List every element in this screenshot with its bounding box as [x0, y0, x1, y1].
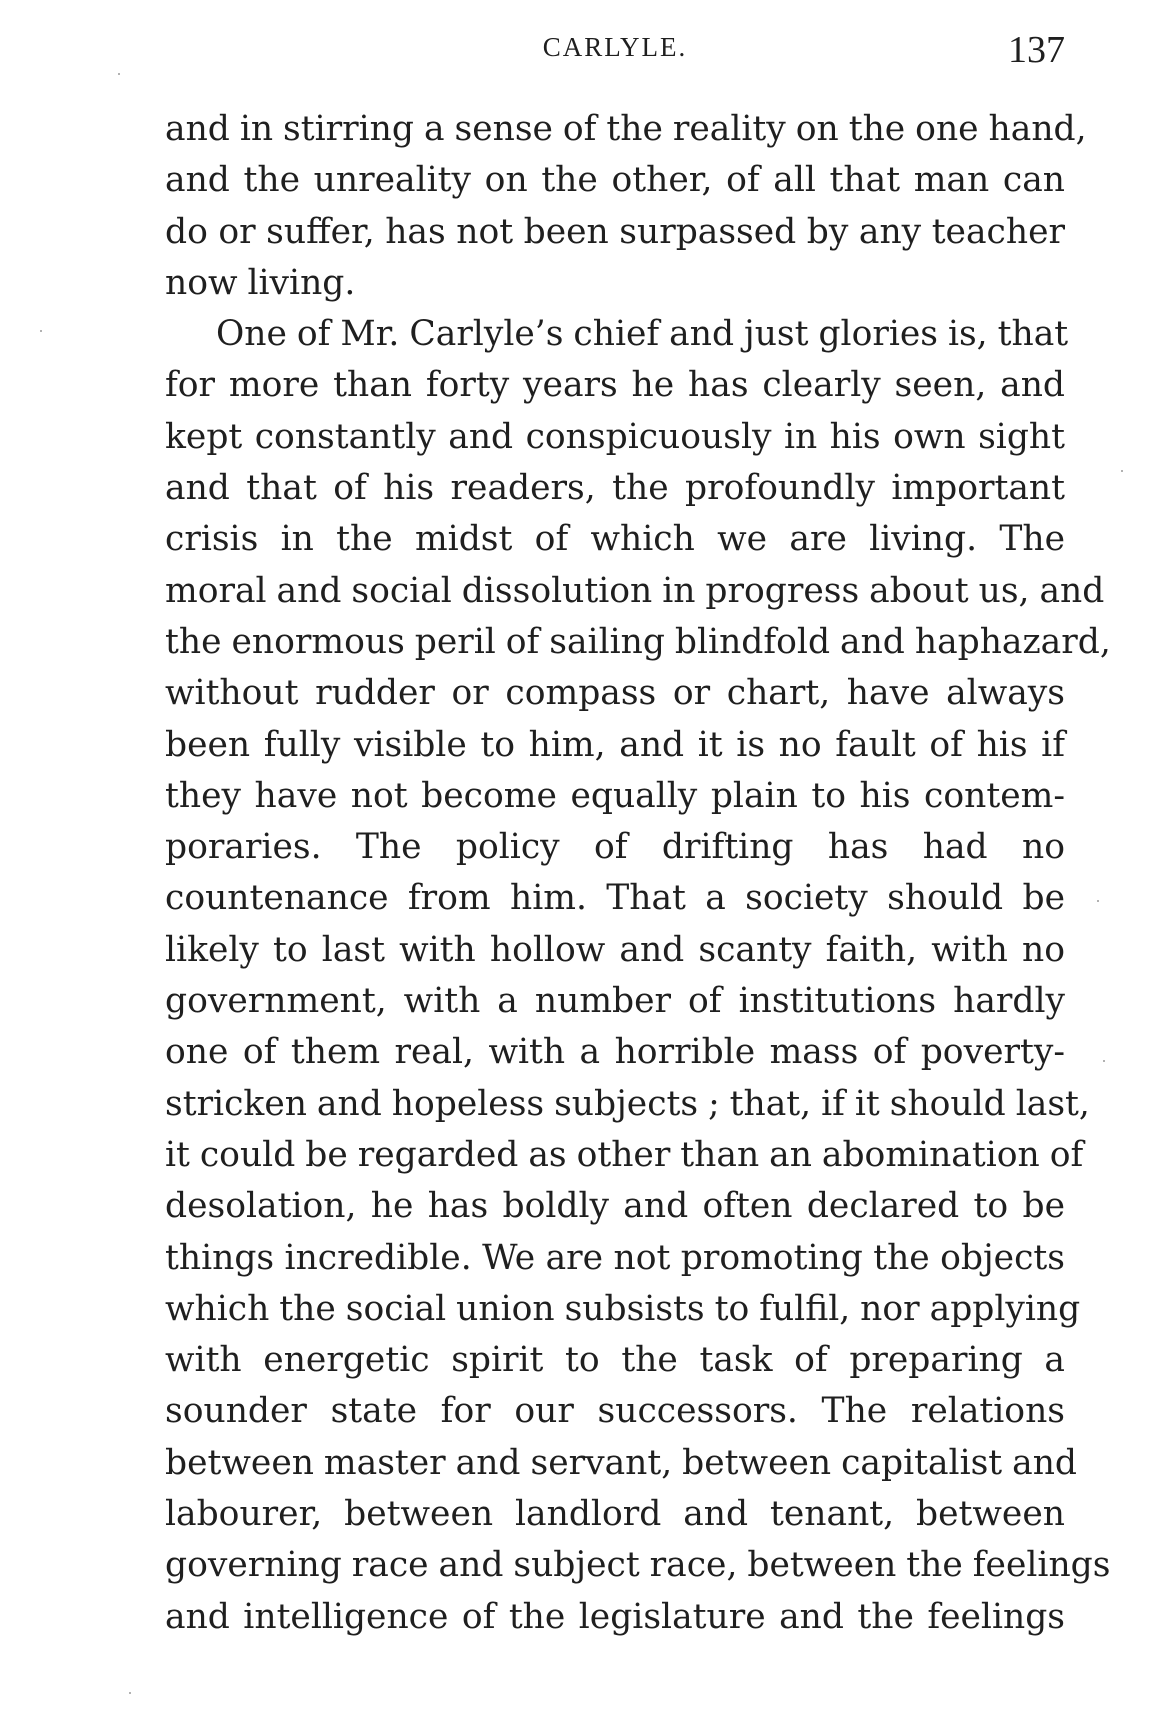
page-number: 137: [1008, 29, 1065, 71]
text-line: kept constantly and conspicuously in his own sight: [165, 416, 1065, 457]
paper-speck: [1121, 470, 1123, 472]
body-text: [165, 104, 1111, 1643]
text-line: been fully visible to him, and it is no fault of his if: [165, 724, 1065, 765]
text-line: government, with a number of institutions hardly: [165, 981, 1065, 1022]
text-line: now living.: [165, 262, 356, 303]
text-line: likely to last with hollow and scanty faith, with no: [165, 929, 1065, 970]
paper-speck: [129, 1692, 131, 1694]
text-line: with energetic spirit to the task of preparing a: [165, 1340, 1065, 1381]
text-line: and the unreality on the other, of all that man can: [165, 160, 1065, 201]
text-line: governing race and subject race, between the feelings: [165, 1545, 1111, 1586]
text-line: countenance from him. That a society should be: [165, 878, 1065, 919]
text-line: things incredible. We are not promoting the objects: [165, 1237, 1065, 1278]
text-line: One of Mr. Carlyle’s chief and just glories is, that: [216, 314, 1069, 355]
text-line: between master and servant, between capitalist and: [165, 1442, 1078, 1483]
text-line: do or suffer, has not been surpassed by any teacher: [165, 211, 1065, 252]
text-line: moral and social dissolution in progress about us, and: [165, 570, 1105, 611]
text-line: sounder state for our successors. The relations: [165, 1391, 1065, 1432]
text-line: and in stirring a sense of the reality on the one hand,: [165, 109, 1087, 149]
text-line: labourer, between landlord and tenant, between: [165, 1494, 1065, 1535]
text-line: which the social union subsists to fulfil, nor applying: [165, 1288, 1081, 1329]
paper-speck: [1097, 900, 1099, 902]
paper-speck: [1103, 1060, 1105, 1062]
text-line: without rudder or compass or chart, have always: [165, 673, 1065, 714]
text-line: stricken and hopeless subjects ; that, if it should last,: [165, 1083, 1090, 1124]
text-line: poraries. The policy of drifting has had no: [165, 827, 1065, 868]
text-line: it could be regarded as other than an abomination of: [165, 1134, 1084, 1175]
text-line: and intelligence of the legislature and the feelings: [165, 1596, 1065, 1637]
text-line: one of them real, with a horrible mass of poverty-: [165, 1032, 1065, 1073]
text-line: and that of his readers, the profoundly important: [165, 468, 1065, 509]
text-line: crisis in the midst of which we are living. The: [165, 519, 1065, 560]
text-line: they have not become equally plain to his contem-: [165, 775, 1065, 816]
text-line: desolation, he has boldly and often declared to be: [165, 1186, 1065, 1227]
running-title: CARLYLE.: [542, 32, 688, 62]
paper-speck: [40, 330, 42, 332]
text-line: the enormous peril of sailing blindfold and haphazard,: [165, 621, 1111, 662]
paper-speck: [118, 73, 120, 75]
running-head: [165, 28, 1065, 72]
text-line: for more than forty years he has clearly seen, and: [165, 365, 1065, 406]
